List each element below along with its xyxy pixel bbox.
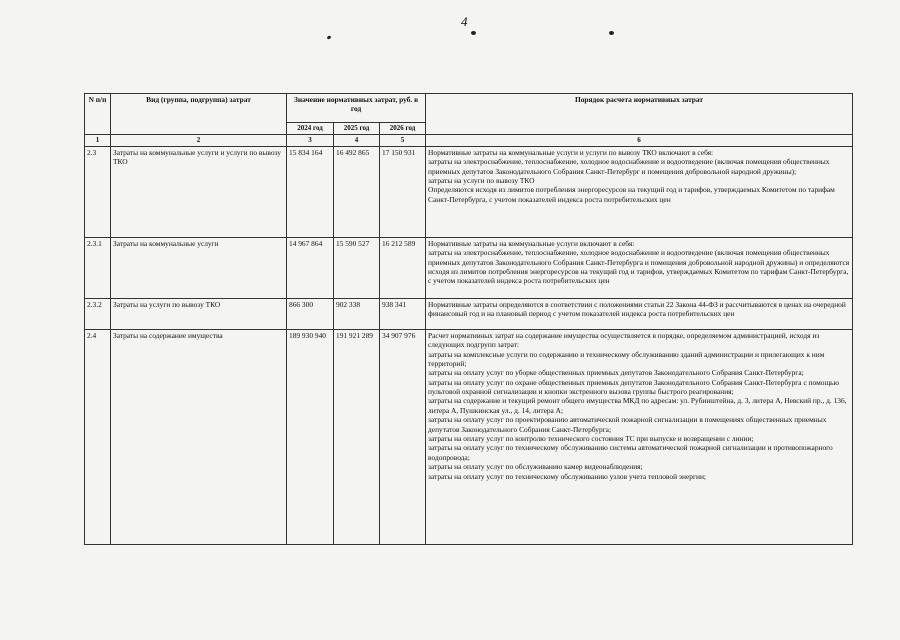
row-code: 2.3.2 bbox=[85, 298, 111, 329]
row-value-2026: 34 907 976 bbox=[380, 329, 426, 544]
row-value-2024: 14 967 864 bbox=[287, 237, 334, 298]
method-line: Нормативные затраты определяются в соответствии с положениями статьи 22 Закона 44-ФЗ и рассчитываются в ценах на очередной финансовый год и на плановый период с учетом показателей индекса роста потребительских цен bbox=[428, 299, 846, 319]
scan-speck bbox=[471, 31, 476, 35]
method-line: затраты на оплату услуг по проектированию автоматической пожарной сигнализации в помещениях общественных приемных депутатов Законодательного Собрания Санкт-Петербурга; bbox=[428, 415, 827, 434]
column-number: 5 bbox=[380, 134, 426, 146]
row-cost-type: Затраты на содержание имущества bbox=[111, 329, 287, 544]
row-calc-method bbox=[426, 146, 853, 237]
header-cost-type: Вид (группа, подгруппа) затрат bbox=[111, 94, 287, 135]
column-number: 2 bbox=[111, 134, 287, 146]
header-code: N п/п bbox=[85, 94, 111, 135]
row-code: 2.3 bbox=[85, 146, 111, 237]
row-value-2026: 17 150 931 bbox=[380, 146, 426, 237]
method-line: затраты на содержание и текущий ремонт общего имущества МКД по адресам: ул. Рубинштейна, д. 3, литера А, Невский пр., д. 136, литера А, Пушкинская ул., д. 14, литера А; bbox=[428, 396, 847, 415]
cost-norms-table bbox=[84, 93, 853, 545]
method-line: затраты на оплату услуг по техническому обслуживанию системы автоматической пожарной сигнализации и противопожарного водопровода; bbox=[428, 443, 833, 462]
row-cost-type: Затраты на коммунальные услуги и услуги по вывозу ТКО bbox=[111, 146, 287, 237]
row-value-2024: 15 834 164 bbox=[287, 146, 334, 237]
row-value-2025: 15 590 527 bbox=[334, 237, 380, 298]
column-number: 1 bbox=[85, 134, 111, 146]
header-year-2024: 2024 год bbox=[287, 123, 334, 135]
scan-speck bbox=[327, 35, 332, 40]
column-number: 6 bbox=[426, 134, 853, 146]
method-line: затраты на оплату услуг по обслуживанию камер видеонаблюдения; bbox=[428, 462, 643, 472]
row-value-2025: 902 338 bbox=[334, 298, 380, 329]
header-calc-method: Порядок расчета нормативных затрат bbox=[426, 94, 853, 135]
row-cost-type: Затраты на коммунальные услуги bbox=[111, 237, 287, 298]
row-calc-method bbox=[426, 329, 853, 544]
table-row bbox=[85, 146, 853, 237]
table-row bbox=[85, 329, 853, 544]
header-value-group: Значение нормативных затрат, руб. в год bbox=[287, 94, 426, 123]
row-value-2026: 16 212 589 bbox=[380, 237, 426, 298]
header-year-2025: 2025 год bbox=[334, 123, 380, 135]
method-line: затраты на оплату услуг по уборке общественных приемных депутатов Законодательного Собрания Санкт-Петербурга; bbox=[428, 368, 804, 378]
method-line: затраты на оплату услуг по контролю технического состояния ТС при выпуске и возвращении с линии; bbox=[428, 434, 754, 444]
scan-speck bbox=[609, 31, 614, 35]
column-number: 4 bbox=[334, 134, 380, 146]
row-value-2025: 191 921 289 bbox=[334, 329, 380, 544]
method-line: Нормативные затраты на коммунальные услуги и услуги по вывозу ТКО включают в себя: bbox=[428, 147, 714, 157]
row-value-2024: 866 300 bbox=[287, 298, 334, 329]
row-code: 2.4 bbox=[85, 329, 111, 544]
table-row bbox=[85, 237, 853, 298]
column-number: 3 bbox=[287, 134, 334, 146]
table-row bbox=[85, 298, 853, 329]
method-line: затраты на оплату услуг по техническому обслуживанию узлов учета тепловой энергии; bbox=[428, 471, 706, 481]
method-line: затраты на комплексные услуги по содержанию и техническому обслуживанию зданий администрации и прилегающих к ним территорий; bbox=[428, 349, 825, 368]
row-code: 2.3.1 bbox=[85, 237, 111, 298]
method-line: затраты на электроснабжение, теплоснабжение, холодное водоснабжение и водоотведение (включая помещения общественных приемных депутатов Законодательного Собрания Санкт-Петербург и помещения добровольной народной дружины); bbox=[428, 157, 830, 176]
method-line: Нормативные затраты на коммунальные услуги включают в себя: bbox=[428, 238, 635, 248]
page-number: 4 bbox=[461, 14, 468, 29]
row-calc-method bbox=[426, 237, 853, 298]
method-line: затраты на оплату услуг по охране общественных приемных депутатов Законодательного Собрания Санкт-Петербурга с помощью пультовой охранной сигнализации и кнопки экстренного вызова группы быстрого реагирования; bbox=[428, 377, 840, 397]
row-value-2026: 938 341 bbox=[380, 298, 426, 329]
row-calc-method bbox=[426, 298, 853, 329]
column-number-row bbox=[85, 134, 853, 146]
header-year-2026: 2026 год bbox=[380, 123, 426, 135]
method-line: Расчет нормативных затрат на содержание имущества осуществляется в порядке, определяемом администрацией, исходя из следующих подгрупп затрат: bbox=[428, 330, 820, 350]
header-row bbox=[85, 94, 853, 123]
row-value-2025: 16 492 865 bbox=[334, 146, 380, 237]
method-line: затраты на электроснабжение, теплоснабжение, холодное водоснабжение и водоотведение (включая помещения общественных приемных депутатов Законодательного Собрания Санкт-Петербурга и помещения добровольной народной дружины) и определяются исходя из лимитов потребления энергоресурсов на текущий год и тарифов, утверждаемых Комитетом по тарифам Санкт-Петербурга, с учетом показателей индекса роста потребительских цен bbox=[428, 248, 850, 286]
row-cost-type: Затраты на услуги по вывозу ТКО bbox=[111, 298, 287, 329]
method-line: затраты на услуги по вывозу ТКО bbox=[428, 175, 535, 185]
row-value-2024: 189 930 940 bbox=[287, 329, 334, 544]
method-line: Определяются исходя из лимитов потребления энергоресурсов на текущий год и тарифов, утверждаемых Комитетом по тарифам Санкт-Петербурга, с учетом показателей индекса роста потребительских цен bbox=[428, 185, 835, 204]
